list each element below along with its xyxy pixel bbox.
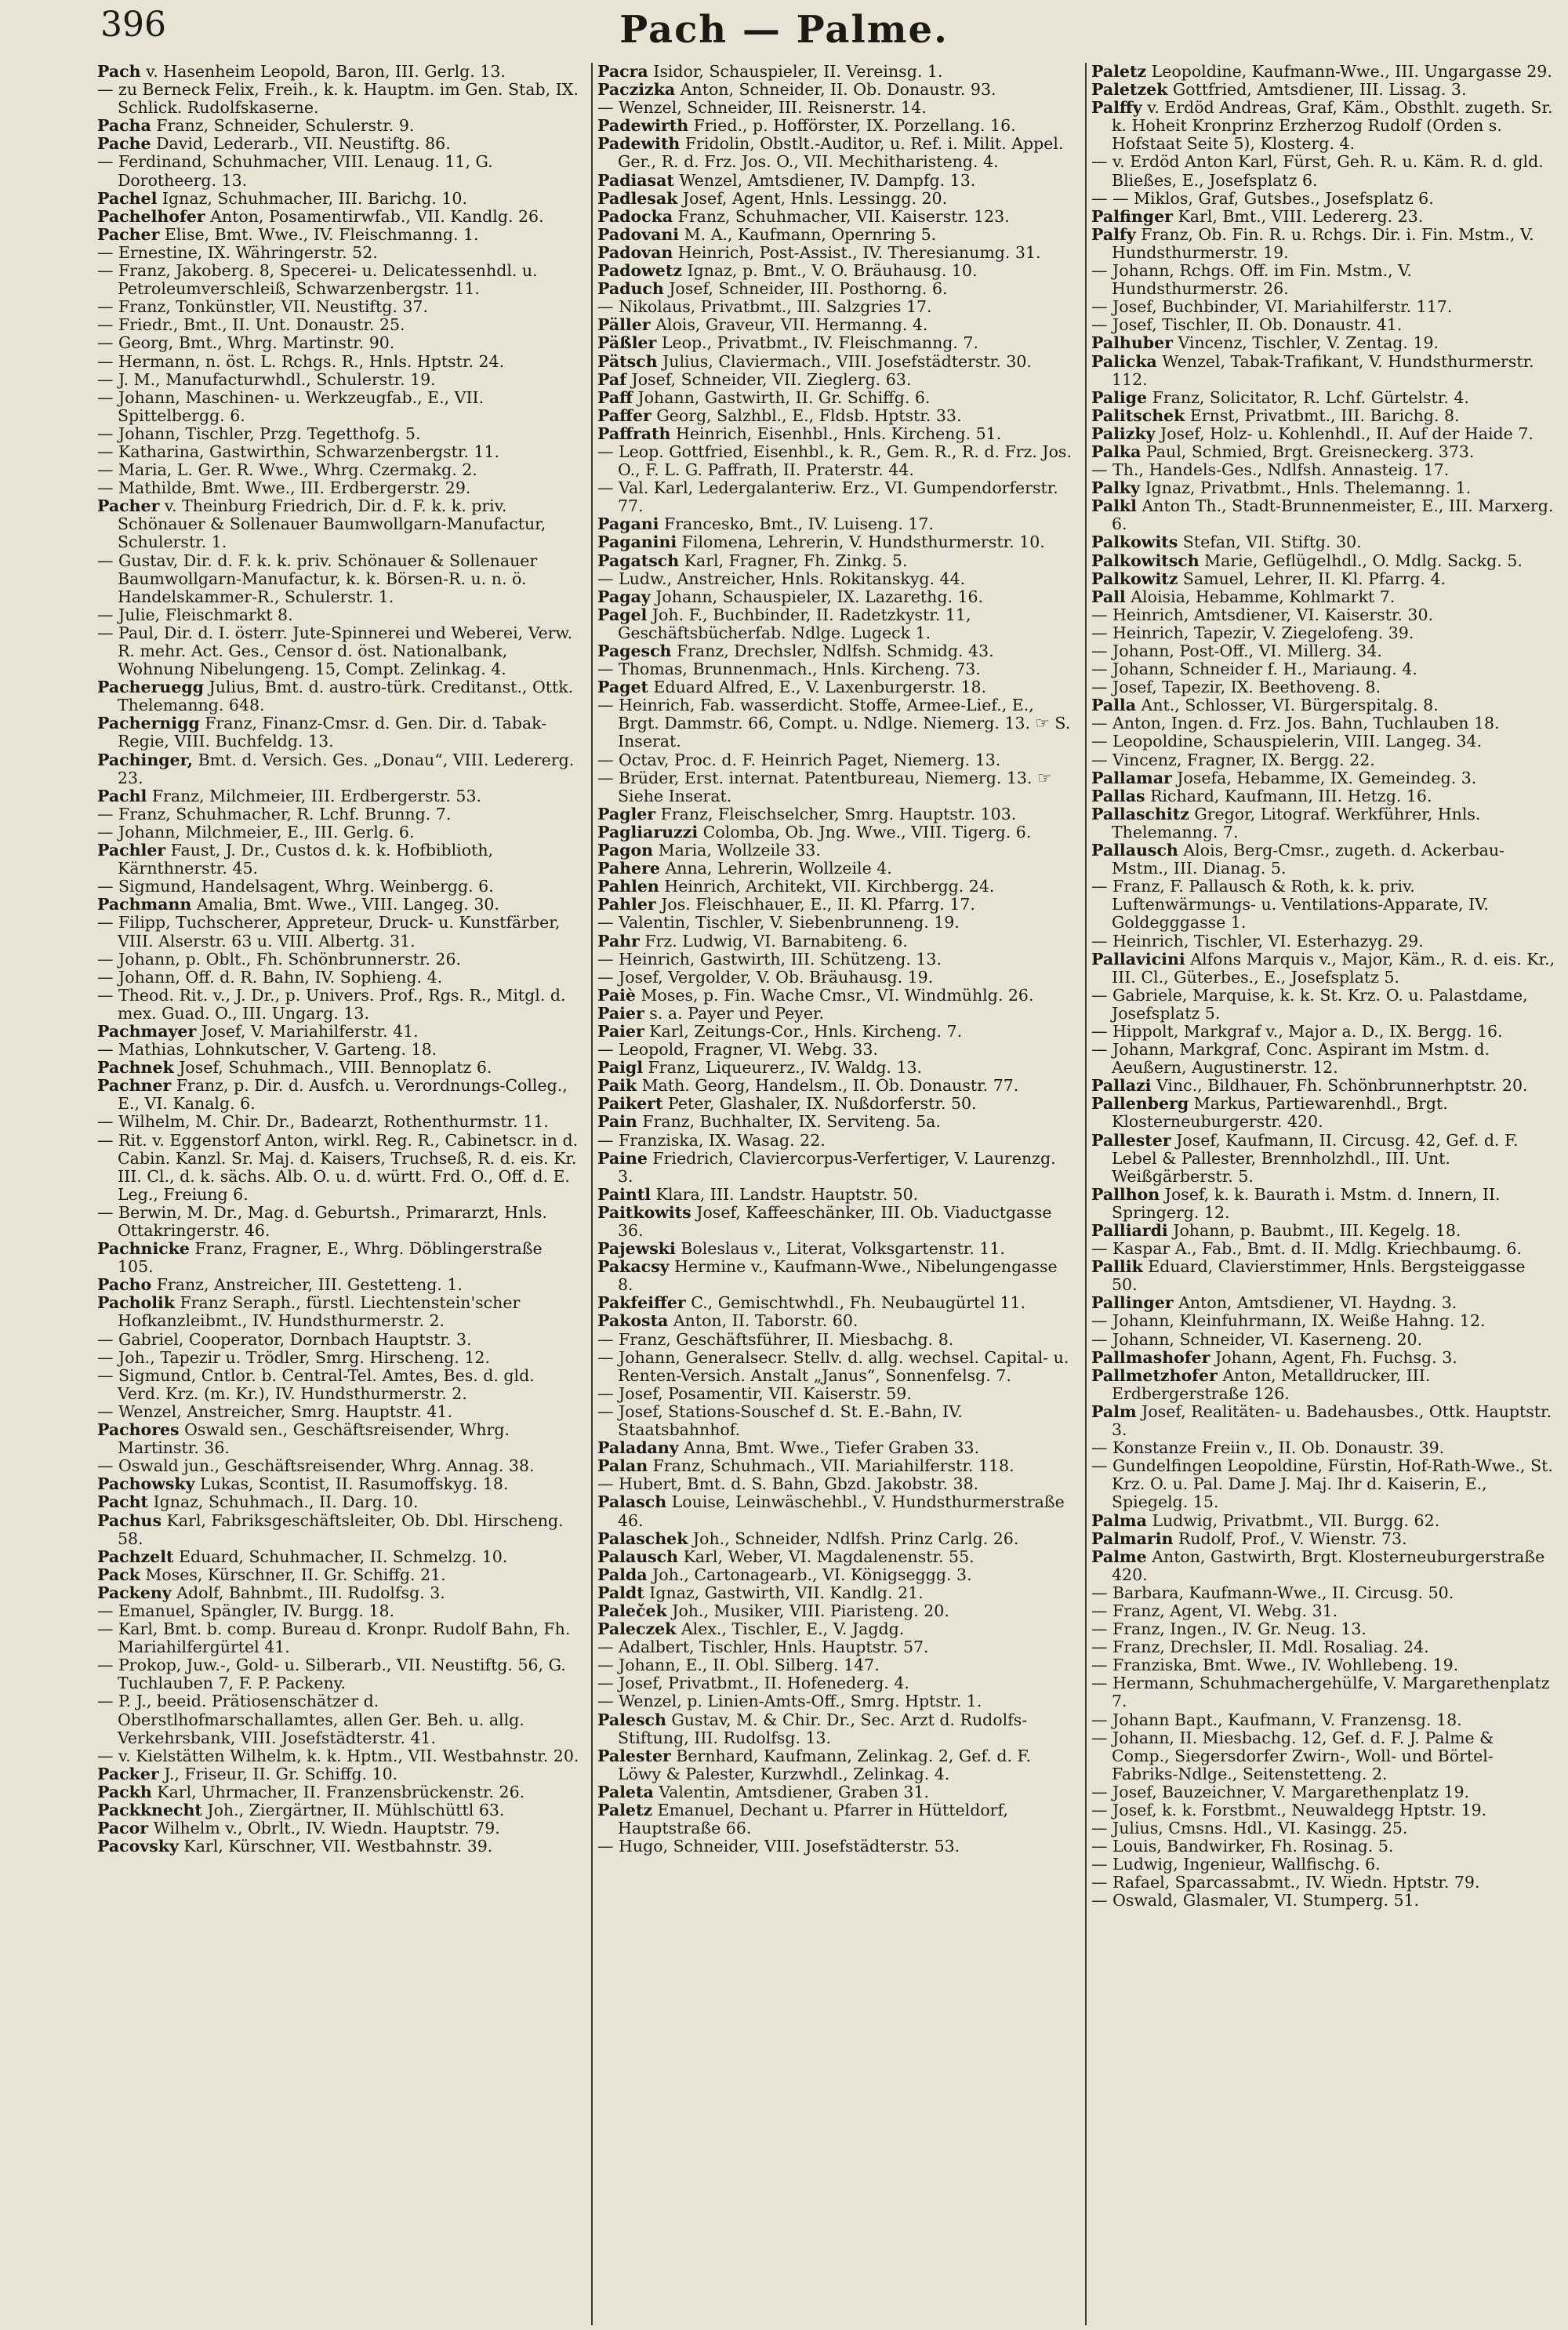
directory-entry: Pacha Franz, Schneider, Schulerstr. 9. — [97, 116, 415, 136]
directory-entry: — Johann, Tischler, Przg. Tegetthofg. 5. — [97, 423, 421, 443]
directory-entry: Palma Ludwig, Privatbmt., VII. Burgg. 62. — [1091, 1510, 1440, 1530]
directory-entry: Pagesch Franz, Drechsler, Ndlfsh. Schmidg. 43. — [597, 642, 994, 660]
directory-entry: Pahr Frz. Ludwig, VI. Barnabiteng. 6. — [597, 931, 908, 951]
directory-entry: Paffer Georg, Salzhbl., E., Fldsb. Hptstr. 33. — [597, 405, 962, 425]
directory-entry: Pallamar Josefa, Hebamme, IX. Gemeindeg. 3. — [1091, 768, 1477, 787]
directory-entry: — Franziska, IX. Wasag. 22. — [597, 1130, 826, 1150]
directory-entry: — Franz, Jakoberg. 8, Specerei- u. Delicatessenhdl. u. Petroleumverschleiß, Schwarzenbergstr. 11. — [97, 261, 538, 299]
directory-entry: Pahlen Heinrich, Architekt, VII. Kirchbergg. 24. — [597, 877, 995, 896]
directory-entry: Palkowitsch Marie, Geflügelhdl., O. Mdlg. Sackg. 5. — [1091, 551, 1523, 570]
directory-entry: — Katharina, Gastwirthin, Schwarzenbergstr. 11. — [97, 442, 500, 461]
directory-entry: — v. Erdöd Anton Karl, Fürst, Geh. R. u. Käm. R. d. gld. Bließes, E., Josefsplatz 6. — [1091, 152, 1544, 190]
directory-entry: — Hugo, Schneider, VIII. Josefstädterstr. 53. — [597, 1837, 960, 1856]
directory-entry: — Val. Karl, Ledergalanteriw. Erz., VI. Gumpendorferstr. 77. — [597, 478, 1058, 516]
directory-entry: Paletzek Gottfried, Amtsdiener, III. Lissag. 3. — [1091, 80, 1467, 100]
directory-entry: Pahler Jos. Fleischhauer, E., II. Kl. Pfarrg. 17. — [597, 895, 975, 914]
directory-entry: Padocka Franz, Schuhmacher, VII. Kaiserstr. 123. — [597, 206, 1010, 226]
directory-entry: — Nikolaus, Privatbmt., III. Salzgries 17. — [597, 297, 932, 317]
directory-entry: — Mathilde, Bmt. Wwe., III. Erdbergerstr. 29. — [97, 478, 471, 498]
directory-entry: — Adalbert, Tischler, Hnls. Hauptstr. 57. — [597, 1638, 929, 1657]
directory-entry: — Wenzel, Anstreicher, Smrg. Hauptstr. 41. — [97, 1401, 452, 1421]
directory-entry: — Josef, k. k. Forstbmt., Neuwaldegg Hptstr. 19. — [1091, 1801, 1487, 1819]
directory-entry: Padowetz Ignaz, p. Bmt., V. O. Bräuhausg. 10. — [597, 261, 978, 281]
directory-entry: — Franz, Drechsler, II. Mdl. Rosaliag. 24. — [1091, 1638, 1429, 1657]
directory-entry: — Rafael, Sparcassabmt., IV. Wiedn. Hptstr. 79. — [1091, 1873, 1480, 1892]
directory-entry: Pacovsky Karl, Kürschner, VII. Westbahnstr. 39. — [97, 1837, 493, 1856]
directory-entry: Palige Franz, Solicitator, R. Lchf. Gürtelstr. 4. — [1091, 387, 1469, 407]
column-left — [93, 63, 591, 2325]
directory-entry: Paldt Ignaz, Gastwirth, VII. Kandlg. 21. — [597, 1583, 924, 1602]
directory-entry: — v. Kielstätten Wilhelm, k. k. Hptm., VII. Westbahnstr. 20. — [97, 1746, 579, 1765]
directory-entry: Paletz Leopoldine, Kaufmann-Wwe., III. Ungargasse 29. — [1091, 63, 1552, 81]
directory-entry: — Thomas, Brunnenmach., Hnls. Kircheng. 73. — [597, 660, 981, 679]
directory-entry: Pachores Oswald sen., Geschäftsreisender, Whrg. Martinstr. 36. — [97, 1420, 510, 1458]
directory-entry: — Wilhelm, M. Chir. Dr., Badearzt, Rothenthurmstr. 11. — [97, 1112, 549, 1132]
directory-entry: Pahere Anna, Lehrerin, Wollzeile 4. — [597, 859, 892, 878]
directory-entry: — Georg, Bmt., Whrg. Martinstr. 90. — [97, 333, 395, 353]
directory-entry: Paczizka Anton, Schneider, II. Ob. Donaustr. 93. — [597, 80, 996, 100]
directory-entry: — Prokop, Juw.-, Gold- u. Silberarb., VII. Neustiftg. 56, G. Tuchlauben 7, F. P. Packeny. — [97, 1656, 566, 1693]
directory-entry: — Franz, F. Pallausch & Roth, k. k. priv. Luftenwärmungs- u. Ventilations-Apparate, IV. Goldegggasse 1. — [1091, 877, 1489, 932]
directory-entry: — Johann, Markgraf, Conc. Aspirant im Mstm. d. Aeußern, Augustinerstr. 12. — [1091, 1040, 1490, 1078]
directory-entry: Pachinger, Bmt. d. Versich. Ges. „Donau“, VIII. Ledererg. 23. — [97, 750, 575, 787]
directory-entry: Palliardi Johann, p. Baubmt., III. Kegelg. 18. — [1091, 1221, 1461, 1240]
directory-entry: — Gabriel, Cooperator, Dornbach Hauptstr. 3. — [97, 1329, 472, 1349]
directory-entry: — Johann, Rchgs. Off. im Fin. Mstm., V. Hundsthurmerstr. 26. — [1091, 261, 1412, 299]
directory-entry: Paletz Emanuel, Dechant u. Pfarrer in Hütteldorf, Hauptstraße 66. — [597, 1801, 1008, 1838]
directory-entry: Pagani Francesko, Bmt., IV. Luiseng. 17. — [597, 514, 934, 534]
directory-entry: Pallmetzhofer Anton, Metalldrucker, III. Erdbergerstraße 126. — [1091, 1365, 1431, 1403]
directory-entry: — Karl, Bmt. b. comp. Bureau d. Kronpr. Rudolf Bahn, Fh. Mariahilfergürtel 41. — [97, 1619, 571, 1657]
directory-entry: Pallenberg Markus, Partiewarenhdl., Brgt. Klosterneuburgerstr. 420. — [1091, 1094, 1448, 1132]
directory-entry: Pacher v. Theinburg Friedrich, Dir. d. F. k. k. priv. Schönauer & Sollenauer Baumwollgarn-Manufactur, Schulerstr. 1. — [97, 496, 546, 552]
directory-entry: Packer J., Friseur, II. Gr. Schiffg. 10. — [97, 1764, 398, 1783]
directory-entry: — Johann Bapt., Kaufmann, V. Franzensg. 18. — [1091, 1710, 1462, 1729]
directory-entry: — Ludw., Anstreicher, Hnls. Rokitanskyg. 44. — [597, 569, 966, 588]
directory-entry: Packeny Adolf, Bahnbmt., III. Rudolfsg. 3. — [97, 1583, 445, 1602]
directory-entry: — Johann, Schneider, VI. Kaserneng. 20. — [1091, 1329, 1423, 1349]
directory-entry: — — Miklos, Graf, Gutsbes., Josefsplatz 6. — [1091, 188, 1434, 208]
directory-entry: — Sigmund, Cntlor. b. Central-Tel. Amtes, Bes. d. gld. Verd. Krz. (m. Kr.), IV. Hundsthurmerstr. 2. — [97, 1365, 535, 1403]
directory-entry: Pakfeiffer C., Gemischtwhdl., Fh. Neubaugürtel 11. — [597, 1293, 1026, 1313]
directory-entry: Pagatsch Karl, Fragner, Fh. Zinkg. 5. — [597, 551, 908, 570]
directory-entry: — Rit. v. Eggenstorf Anton, wirkl. Reg. R., Cabinetscr. in d. Cabin. Kanzl. Sr. Maj. d. Kaisers, Truchseß, R. d. eis. Kr. III. Cl., d. k. sächs. Alb. O. u. d. württ. Frd. O., Off. d. E. Leg., Freiung 6. — [97, 1130, 579, 1204]
directory-entry: Pacheruegg Julius, Bmt. d. austro-türk. Creditanst., Ottk. Thelemanng. 648. — [97, 678, 574, 715]
directory-entry: — Heinrich, Fab. wasserdicht. Stoffe, Armee-Lief., E., Brgt. Dammstr. 66, Compt. u. Ndlge. Niemerg. 13. ☞ S. Inserat. — [597, 696, 1071, 751]
directory-entry: — Franziska, Bmt. Wwe., IV. Wohllebeng. 19. — [1091, 1656, 1459, 1675]
directory-entry: — Ludwig, Ingenieur, Wallfischg. 6. — [1091, 1855, 1381, 1874]
directory-entry: Pach v. Hasenheim Leopold, Baron, III. Gerlg. 13. — [97, 63, 506, 81]
directory-entry: Pacra Isidor, Schauspieler, II. Vereinsg. 1. — [597, 63, 943, 81]
directory-entry: Paikert Peter, Glashaler, IX. Nußdorferstr. 50. — [597, 1094, 977, 1114]
directory-entry: — Joh., Tapezir u. Trödler, Smrg. Hirscheng. 12. — [97, 1347, 490, 1367]
directory-entry: — Paul, Dir. d. I. österr. Jute-Spinnerei und Weberei, Verw. R. mehr. Act. Ges., Censor d. öst. Nationalbank, Wohnung Nibelungeng. 15, Compt. Zelinkag. 4. — [97, 623, 573, 679]
directory-entry: — Hermann, Schuhmachergehülfe, V. Margarethenplatz 7. — [1091, 1674, 1550, 1711]
directory-entry: Pachl Franz, Milchmeier, III. Erdbergerstr. 53. — [97, 786, 482, 805]
directory-entry: Pain Franz, Buchhalter, IX. Serviteng. 5a. — [597, 1112, 941, 1132]
directory-entry: — Josef, Vergolder, V. Ob. Bräuhausg. 19. — [597, 967, 934, 987]
directory-entry: — Heinrich, Tapezir, V. Ziegelofeng. 39. — [1091, 623, 1414, 642]
directory-entry: Paleček Joh., Musiker, VIII. Piaristeng. 20. — [597, 1601, 949, 1620]
directory-entry: — Franz, Geschäftsführer, II. Miesbachg. 8. — [597, 1329, 954, 1349]
directory-entry: Pätsch Julius, Claviermach., VIII. Josefstädterstr. 30. — [597, 351, 1032, 371]
directory-entry: Pachmann Amalia, Bmt. Wwe., VIII. Langeg. 30. — [97, 895, 499, 914]
directory-entry: Padovan Heinrich, Post-Assist., IV. Theresianumg. 31. — [597, 242, 1041, 262]
directory-entry: — Josef, Bauzeichner, V. Margarethenplatz 19. — [1091, 1782, 1470, 1801]
directory-entry: — Sigmund, Handelsagent, Whrg. Weinbergg. 6. — [97, 877, 494, 896]
directory-entry: Paff Johann, Gastwirth, II. Gr. Schiffg. 6. — [597, 387, 931, 407]
directory-entry: — Wenzel, p. Linien-Amts-Off., Smrg. Hptstr. 1. — [597, 1692, 982, 1711]
directory-entry: — Leopoldine, Schauspielerin, VIII. Langeg. 34. — [1091, 732, 1483, 751]
directory-entry: Paik Math. Georg, Handelsm., II. Ob. Donaustr. 77. — [597, 1076, 1019, 1096]
page-number: 396 — [100, 5, 166, 45]
directory-entry: Pachner Franz, p. Dir. d. Ausfch. u. Verordnungs-Colleg., E., VI. Kanalg. 6. — [97, 1076, 568, 1114]
directory-entry: — Julie, Fleischmarkt 8. — [97, 605, 293, 624]
directory-entry: — Anton, Ingen. d. Frz. Jos. Bahn, Tuchlauben 18. — [1091, 714, 1500, 733]
directory-entry: — Theod. Rit. v., J. Dr., p. Univers. Prof., Rgs. R., Mitgl. d. mex. Guad. O., III. Ungarg. 13. — [97, 985, 566, 1023]
directory-entry: — zu Berneck Felix, Freih., k. k. Hauptm. im Gen. Stab, IX. Schlick. Rudolfskaserne. — [97, 80, 579, 118]
directory-entry: Palkowitz Samuel, Lehrer, II. Kl. Pfarrg. 4. — [1091, 569, 1446, 588]
directory-entry: — Johann, Generalsecr. Stellv. d. allg. wechsel. Capital- u. Renten-Versich. Anstalt „Janus“, Sonnenfelsg. 7. — [597, 1347, 1069, 1385]
directory-entry: Pakacsy Hermine v., Kaufmann-Wwe., Nibelungengasse 8. — [597, 1257, 1058, 1295]
directory-entry: Palkl Anton Th., Stadt-Brunnenmeister, E., III. Marxerg. 6. — [1091, 496, 1554, 534]
directory-entry: Padiasat Wenzel, Amtsdiener, IV. Dampfg. 13. — [597, 170, 976, 190]
directory-entry: Pacholik Franz Seraph., fürstl. Liechtenstein'scher Hofkanzleibmt., IV. Hundsthurmerstr. 2. — [97, 1293, 521, 1331]
directory-entry: — Johann, Post-Off., VI. Millerg. 34. — [1091, 642, 1382, 660]
directory-entry: Paget Eduard Alfred, E., V. Laxenburgerstr. 18. — [597, 678, 987, 697]
directory-entry: Palmarin Rudolf, Prof., V. Wienstr. 73. — [1091, 1528, 1407, 1548]
directory-entry: — Franz, Tonkünstler, VII. Neustiftg. 37. — [97, 297, 428, 317]
directory-entry: — Kaspar A., Fab., Bmt. d. II. Mdlg. Kriechbaumg. 6. — [1091, 1239, 1522, 1259]
directory-entry: — Vincenz, Fragner, IX. Bergg. 22. — [1091, 750, 1375, 769]
directory-entry: Pagon Maria, Wollzeile 33. — [597, 841, 821, 860]
directory-entry: Paiè Moses, p. Fin. Wache Cmsr., VI. Windmühlg. 26. — [597, 985, 1034, 1005]
directory-entry: — Johann, Kleinfuhrmann, IX. Weiße Hahng. 12. — [1091, 1311, 1486, 1331]
directory-entry: Palan Franz, Schuhmach., VII. Mariahilferstr. 118. — [597, 1456, 1014, 1476]
directory-entry: Paladany Anna, Bmt. Wwe., Tiefer Graben 33. — [597, 1438, 980, 1458]
directory-entry: — Emanuel, Spängler, IV. Burgg. 18. — [97, 1601, 395, 1620]
directory-entry: Paffrath Heinrich, Eisenhbl., Hnls. Kircheng. 51. — [597, 423, 1002, 443]
directory-entry: — Johann, p. Oblt., Fh. Schönbrunnerstr. 26. — [97, 949, 462, 969]
directory-entry: — Barbara, Kaufmann-Wwe., II. Circusg. 50. — [1091, 1583, 1454, 1602]
directory-entry: — Ernestine, IX. Währingerstr. 52. — [97, 242, 378, 262]
directory-entry: Pallhon Josef, k. k. Baurath i. Mstm. d. Innern, II. Springerg. 12. — [1091, 1184, 1501, 1222]
directory-entry: Paintl Klara, III. Landstr. Hauptstr. 50. — [597, 1184, 919, 1204]
directory-entry: — Julius, Cmsns. Hdl., VI. Kasingg. 25. — [1091, 1819, 1408, 1838]
directory-entry: Palffy v. Erdöd Andreas, Graf, Käm., Obsthlt. zugeth. Sr. k. Hoheit Kronprinz Erzherzog Rudolf (Orden s. Hofstaat Seite 5), Klosterg. 4. — [1091, 98, 1553, 154]
directory-entry: Pajewski Boleslaus v., Literat, Volksgartenstr. 11. — [597, 1239, 1005, 1259]
directory-entry: Paitkowits Josef, Kaffeeschänker, III. Ob. Viaductgasse 36. — [597, 1202, 1052, 1240]
directory-entry: Packh Karl, Uhrmacher, II. Franzensbrückenstr. 26. — [97, 1782, 525, 1801]
directory-entry: Pallausch Alois, Berg-Cmsr., zugeth. d. Ackerbau-Mstm., III. Dianag. 5. — [1091, 841, 1504, 878]
directory-entry: Pachzelt Eduard, Schuhmacher, II. Schmelzg. 10. — [97, 1547, 508, 1566]
directory-entry: Palfinger Karl, Bmt., VIII. Ledererg. 23. — [1091, 206, 1424, 226]
directory-entry: Padewith Fridolin, Obstlt.-Auditor, u. Ref. i. Milit. Appel. Ger., R. d. Frz. Jos. O., VII. Mechitharisteng. 4. — [597, 134, 1064, 172]
directory-entry: Pachel Ignaz, Schuhmacher, III. Barichg. 10. — [97, 188, 467, 208]
directory-entry: Pacht Ignaz, Schuhmach., II. Darg. 10. — [97, 1492, 419, 1512]
directory-entry: Pallaschitz Gregor, Litograf. Werkführer, Hnls. Thelemanng. 7. — [1091, 804, 1481, 841]
directory-entry: Pacor Wilhelm v., Obrlt., IV. Wiedn. Hauptstr. 79. — [97, 1819, 500, 1838]
directory-entry: Paleczek Alex., Tischler, E., V. Jagdg. — [597, 1619, 905, 1639]
directory-entry: Padlesak Josef, Agent, Hnls. Lessingg. 20. — [597, 188, 948, 208]
directory-entry: — Konstanze Freiin v., II. Ob. Donaustr. 39. — [1091, 1438, 1445, 1458]
directory-entry: Palaschek Joh., Schneider, Ndlfsh. Prinz Carlg. 26. — [597, 1528, 1019, 1548]
directory-entry: Packknecht Joh., Ziergärtner, II. Mühlschüttl 63. — [97, 1801, 505, 1819]
running-head: Pach — Palme. — [619, 8, 949, 52]
directory-entry: Palhuber Vincenz, Tischler, V. Zentag. 19. — [1091, 333, 1439, 353]
directory-entry: Pallinger Anton, Amtsdiener, VI. Haydng. 3. — [1091, 1293, 1457, 1313]
directory-entry: Pachnek Josef, Schuhmach., VIII. Bennoplatz 6. — [97, 1058, 492, 1078]
directory-entry: Pachernigg Franz, Finanz-Cmsr. d. Gen. Dir. d. Tabak-Regie, VIII. Buchfeldg. 13. — [97, 714, 547, 751]
directory-entry: Pache David, Lederarb., VII. Neustiftg. 86. — [97, 134, 451, 154]
directory-entry: Pallavicini Alfons Marquis v., Major, Käm., R. d. eis. Kr., III. Cl., Güterbes., E., Josefsplatz 5. — [1091, 949, 1555, 987]
directory-entry: Padovani M. A., Kaufmann, Opernring 5. — [597, 224, 937, 244]
directory-entry: — Brüder, Erst. internat. Patentbureau, Niemerg. 13. ☞ Siehe Inserat. — [597, 768, 1052, 805]
directory-entry: Pachnicke Franz, Fragner, E., Whrg. Döblingerstraße 105. — [97, 1239, 543, 1277]
directory-entry: Palda Joh., Cartonagearb., VI. Königseggg. 3. — [597, 1565, 972, 1584]
directory-entry: — Josef, Tischler, II. Ob. Donaustr. 41. — [1091, 315, 1403, 335]
directory-entry: Pallik Eduard, Clavierstimmer, Hnls. Bergsteiggasse 50. — [1091, 1257, 1526, 1295]
directory-entry: Paleta Valentin, Amtsdiener, Graben 31. — [597, 1782, 930, 1801]
directory-entry: Paduch Josef, Schneider, III. Posthorng. 6. — [597, 279, 948, 299]
directory-entry: — Hippolt, Markgraf v., Major a. D., IX. Bergg. 16. — [1091, 1021, 1503, 1041]
directory-entry: Pallazi Vinc., Bildhauer, Fh. Schönbrunnerhptstr. 20. — [1091, 1076, 1528, 1096]
directory-entry: Palasch Louise, Leinwäschehbl., V. Hundsthurmerstraße 46. — [597, 1492, 1065, 1530]
directory-entry: — P. J., beeid. Prätiosenschätzer d. Oberstlhofmarschallamtes, allen Ger. Beh. u. allg. Verkehrsbank, VIII. Josefstädterstr. 41. — [97, 1692, 524, 1747]
directory-entry: — Leop. Gottfried, Eisenhbl., k. R., Gem. R., R. d. Frz. Jos. O., F. L. G. Paffrath, II. Praterstr. 44. — [597, 442, 1072, 480]
directory-entry: — Josef, Stations-Souschef d. St. E.-Bahn, IV. Staatsbahnhof. — [597, 1401, 963, 1440]
directory-entry: Palizky Josef, Holz- u. Kohlenhdl., II. Auf der Haide 7. — [1091, 423, 1534, 443]
directory-entry: Paganini Filomena, Lehrerin, V. Hundsthurmerstr. 10. — [597, 533, 1045, 552]
directory-entry: Palfy Franz, Ob. Fin. R. u. Rchgs. Dir. i. Fin. Mstm., V. Hundsthurmerstr. 19. — [1091, 224, 1534, 262]
directory-entry: Palester Bernhard, Kaufmann, Zelinkag. 2, Gef. d. F. Löwy & Palester, Kurzwhdl., Zelinkag. 4. — [597, 1746, 1032, 1783]
directory-entry: — Johann, Milchmeier, E., III. Gerlg. 6. — [97, 822, 415, 841]
directory-entry: Pacher Elise, Bmt. Wwe., IV. Fleischmanng. 1. — [97, 224, 479, 244]
directory-entry: Palausch Karl, Weber, VI. Magdalenenstr. 55. — [597, 1547, 975, 1566]
directory-entry: — Johann, Maschinen- u. Werkzeugfab., E., VII. Spittelbergg. 6. — [97, 387, 485, 425]
directory-entry: — Filipp, Tuchscherer, Appreteur, Druck- u. Kunstfärber, VIII. Alserstr. 63 u. VIII. Albertg. 31. — [97, 913, 561, 951]
directory-entry: Pakosta Anton, II. Taborstr. 60. — [597, 1311, 858, 1331]
directory-entry: Pallas Richard, Kaufmann, III. Hetzg. 16. — [1091, 786, 1432, 805]
directory-entry: Palky Ignaz, Privatbmt., Hnls. Thelemanng. 1. — [1091, 478, 1472, 498]
directory-entry: Pachowsky Lukas, Scontist, II. Rasumoffskyg. 18. — [97, 1474, 509, 1494]
directory-entry: — Johann, Schneider f. H., Mariaung. 4. — [1091, 660, 1417, 679]
directory-entry: — Berwin, M. Dr., Mag. d. Geburtsh., Primararzt, Hnls. Ottakringerstr. 46. — [97, 1202, 547, 1240]
directory-entry: Palesch Gustav, M. & Chir. Dr., Sec. Arzt d. Rudolfs-Stiftung, III. Rudolfsg. 13. — [597, 1710, 1028, 1747]
directory-entry: — Josef, Buchbinder, VI. Mariahilferstr. 117. — [1091, 297, 1453, 317]
directory-entry: — J. M., Manufacturwhdl., Schulerstr. 19. — [97, 369, 436, 389]
directory-entry: — Heinrich, Tischler, VI. Esterhazyg. 29. — [1091, 931, 1424, 951]
directory-entry: Pacho Franz, Anstreicher, III. Gestetteng. 1. — [97, 1275, 463, 1295]
directory-entry: Pack Moses, Kürschner, II. Gr. Schiffg. 21. — [97, 1565, 446, 1584]
directory-entry: Palka Paul, Schmied, Brgt. Greisneckerg. 373. — [1091, 442, 1475, 461]
directory-entry: — Oswald, Glasmaler, VI. Stumperg. 51. — [1091, 1891, 1420, 1910]
directory-entry: — Th., Handels-Ges., Ndlfsh. Annasteig. 17. — [1091, 460, 1450, 480]
directory-entry: — Friedr., Bmt., II. Unt. Donaustr. 25. — [97, 315, 405, 335]
directory-entry: Pachelhofer Anton, Posamentirwfab., VII. Kandlg. 26. — [97, 206, 544, 226]
directory-entry: Paigl Franz, Liqueurerz., IV. Waldg. 13. — [597, 1058, 923, 1078]
directory-entry: — Octav, Proc. d. F. Heinrich Paget, Niemerg. 13. — [597, 750, 1001, 769]
directory-entry: — Ferdinand, Schuhmacher, VIII. Lenaug. 11, G. Dorotheerg. 13. — [97, 152, 493, 190]
directory-entry: Paf Josef, Schneider, VII. Zieglerg. 63. — [597, 369, 912, 389]
directory-entry: — Franz, Schuhmacher, R. Lchf. Brunng. 7. — [97, 804, 452, 823]
directory-entry: — Johann, Off. d. R. Bahn, IV. Sophieng. 4. — [97, 967, 443, 987]
directory-entry: — Johann, II. Miesbachg. 12, Gef. d. F. J. Palme & Comp., Siegersdorfer Zwirn-, Woll- und Börtel-Fabriks-Ndlge., Seitenstetteng. 2. — [1091, 1728, 1494, 1783]
directory-entry: Pachus Karl, Fabriksgeschäftsleiter, Ob. Dbl. Hirscheng. 58. — [97, 1510, 564, 1548]
directory-entry: — Gabriele, Marquise, k. k. St. Krz. O. u. Palastdame, Josefsplatz 5. — [1091, 985, 1528, 1023]
directory-entry: Paier Karl, Zeitungs-Cor., Hnls. Kircheng. 7. — [597, 1021, 963, 1041]
directory-entry: — Josef, Tapezir, IX. Beethoveng. 8. — [1091, 678, 1381, 697]
directory-entry: Paine Friedrich, Claviercorpus-Verfertiger, V. Laurenzg. 3. — [597, 1148, 1056, 1186]
directory-entry: — Josef, Privatbmt., II. Hofenederg. 4. — [597, 1674, 909, 1693]
directory-entry: Padewirth Fried., p. Hofförster, IX. Porzellang. 16. — [597, 116, 1016, 136]
directory-entry: Päßler Leop., Privatbmt., IV. Fleischmanng. 7. — [597, 333, 978, 353]
directory-columns — [93, 63, 1566, 2325]
directory-entry: — Heinrich, Amtsdiener, VI. Kaiserstr. 30. — [1091, 605, 1434, 624]
directory-entry: — Wenzel, Schneider, III. Reisnerstr. 14. — [597, 98, 927, 118]
directory-entry: Paier s. a. Payer und Peyer. — [597, 1003, 825, 1023]
directory-entry: Palicka Wenzel, Tabak-Trafikant, V. Hundsthurmerstr. 112. — [1091, 351, 1534, 389]
directory-entry: Pagel Joh. F., Buchbinder, II. Radetzkystr. 11, Geschäftsbücherfab. Ndlge. Lugeck 1. — [597, 605, 971, 642]
directory-entry: — Gustav, Dir. d. F. k. k. priv. Schönauer & Sollenauer Baumwollgarn-Manufactur, k. k. Börsen-R. u. n. ö. Handelskammer-R., Schulerstr. 1. — [97, 551, 538, 606]
directory-entry: Palla Ant., Schlosser, VI. Bürgerspitalg. 8. — [1091, 696, 1439, 715]
directory-entry: Pallester Josef, Kaufmann, II. Circusg. 42, Gef. d. F. Lebel & Pallester, Brennholzhdl., III. Unt. Weißgärberstr. 5. — [1091, 1130, 1519, 1186]
directory-entry: — Johann, E., II. Obl. Silberg. 147. — [597, 1656, 880, 1675]
directory-entry: Pachmayer Josef, V. Mariahilferstr. 41. — [97, 1021, 419, 1041]
directory-entry: Palkowits Stefan, VII. Stiftg. 30. — [1091, 533, 1362, 552]
directory-entry: — Hermann, n. öst. L. Rchgs. R., Hnls. Hptstr. 24. — [97, 351, 505, 371]
directory-entry: Päller Alois, Graveur, VII. Hermanng. 4. — [597, 315, 928, 335]
column-right — [1085, 63, 1566, 2325]
directory-entry: Pachler Faust, J. Dr., Custos d. k. k. Hofbiblioth, Kärnthnerstr. 45. — [97, 841, 494, 878]
directory-entry: Pallmashofer Johann, Agent, Fh. Fuchsg. 3. — [1091, 1347, 1457, 1367]
directory-entry: — Gundelfingen Leopoldine, Fürstin, Hof-Rath-Wwe., St. Krz. O. u. Pal. Dame J. Maj. Ihr d. Kaiserin, E., Spiegelg. 15. — [1091, 1456, 1553, 1512]
directory-entry: Palme Anton, Gastwirth, Brgt. Klosterneuburgerstraße 420. — [1091, 1547, 1545, 1584]
directory-entry: Pagliaruzzi Colomba, Ob. Jng. Wwe., VIII. Tigerg. 6. — [597, 822, 1032, 841]
directory-entry: Pall Aloisia, Hebamme, Kohlmarkt 7. — [1091, 587, 1396, 606]
directory-entry: — Maria, L. Ger. R. Wwe., Whrg. Czermakg. 2. — [97, 460, 477, 480]
directory-entry: — Heinrich, Gastwirth, III. Schützeng. 13. — [597, 949, 942, 969]
directory-entry: Pagay Johann, Schauspieler, IX. Lazarethg. 16. — [597, 587, 984, 606]
directory-entry: — Louis, Bandwirker, Fh. Rosinag. 5. — [1091, 1837, 1394, 1856]
directory-entry: — Leopold, Fragner, VI. Webg. 33. — [597, 1040, 878, 1060]
directory-entry: — Franz, Ingen., IV. Gr. Neug. 13. — [1091, 1619, 1367, 1639]
directory-entry: — Franz, Agent, VI. Webg. 31. — [1091, 1601, 1338, 1620]
directory-entry: Pagler Franz, Fleischselcher, Smrg. Hauptstr. 103. — [597, 804, 1017, 823]
directory-entry: Palm Josef, Realitäten- u. Badehausbes., Ottk. Hauptstr. 3. — [1091, 1401, 1552, 1440]
directory-entry: — Oswald jun., Geschäftsreisender, Whrg. Annag. 38. — [97, 1456, 535, 1476]
column-middle — [591, 63, 1085, 2325]
directory-entry: — Josef, Posamentir, VII. Kaiserstr. 59. — [597, 1383, 912, 1403]
directory-entry: — Mathias, Lohnkutscher, V. Garteng. 18. — [97, 1040, 437, 1060]
directory-entry: Palitschek Ernst, Privatbmt., III. Barichg. 8. — [1091, 405, 1460, 425]
directory-entry: — Hubert, Bmt. d. S. Bahn, Gbzd. Jakobstr. 38. — [597, 1474, 979, 1494]
directory-entry: — Valentin, Tischler, V. Siebenbrunneng. 19. — [597, 913, 960, 932]
